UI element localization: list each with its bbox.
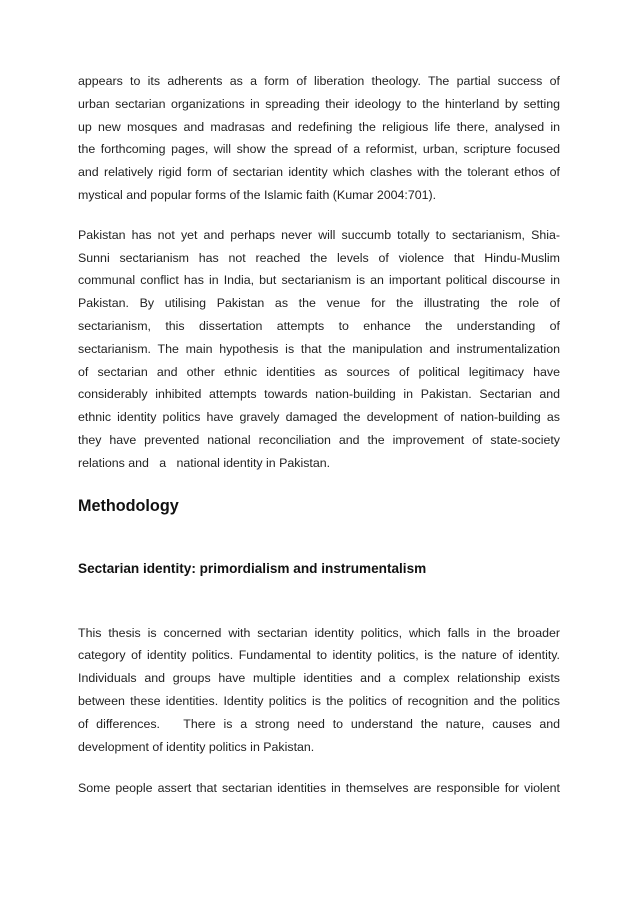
text-line: ethnic identity politics have gravely damaged the development of nation-building as — [78, 410, 560, 425]
paragraph-pakistan-sectarianism — [78, 224, 560, 475]
text-line: Pakistan. By utilising Pakistan as the venue for the illustrating the role of — [78, 296, 560, 311]
text-line: considerably inhibited attempts towards nation-building in Pakistan. Sectarian and — [78, 387, 560, 402]
text-line: up new mosques and madrasas and redefining the religious life there, analysed in — [78, 119, 560, 134]
text-line: appears to its adherents as a form of liberation theology. The partial success of — [78, 74, 560, 88]
text-line: of differences. There is a strong need to understand the nature, causes and — [78, 716, 560, 731]
text-line: the forthcoming pages, will show the spread of a reformist, urban, scripture focused — [78, 142, 560, 157]
text-line: sectarianism, this dissertation attempts to enhance the understanding of — [78, 318, 560, 333]
section-heading-methodology: Methodology — [78, 496, 179, 515]
document-page — [78, 70, 560, 800]
paragraph-identity-politics — [78, 622, 560, 759]
text-line: urban sectarian organizations in spreading their ideology to the hinterland by setting — [78, 96, 560, 111]
text-line: development of identity politics in Pakistan. — [78, 739, 315, 754]
text-line: Some people assert that sectarian identities in themselves are responsible for violent — [78, 781, 560, 796]
paragraph-sectarian-violence — [78, 777, 560, 800]
text-line: sectarianism. The main hypothesis is that the manipulation and instrumentalization — [78, 341, 560, 356]
text-line: Pakistan has not yet and perhaps never will succumb totally to sectarianism, Shia- — [78, 227, 560, 242]
text-line: Sunni sectarianism has not reached the levels of violence that Hindu-Muslim — [78, 250, 560, 265]
text-line: relations and a national identity in Pakistan. — [78, 455, 331, 470]
text-line: of sectarian and other ethnic identities as sources of political legitimacy have — [78, 364, 560, 379]
text-line: they have prevented national reconciliation and the improvement of state-society — [78, 432, 560, 447]
text-line: This thesis is concerned with sectarian identity politics, which falls in the broader — [78, 625, 560, 640]
text-line: communal conflict has in India, but sectarianism is an important political discourse in — [78, 273, 560, 288]
text-line: category of identity politics. Fundamental to identity politics, is the nature of identity. — [78, 648, 560, 663]
text-line: and relatively rigid form of sectarian identity which clashes with the tolerant ethos of — [78, 165, 560, 180]
text-line: mystical and popular forms of the Islamic faith (Kumar 2004:701). — [78, 187, 437, 202]
text-line: between these identities. Identity politics is the politics of recognition and the politics — [78, 693, 560, 708]
paragraph-liberation-theology — [78, 70, 560, 207]
subsection-heading-sectarian-identity: Sectarian identity: primordialism and instrumentalism — [78, 560, 427, 576]
text-line: Individuals and groups have multiple identities and a complex relationship exists — [78, 671, 560, 686]
